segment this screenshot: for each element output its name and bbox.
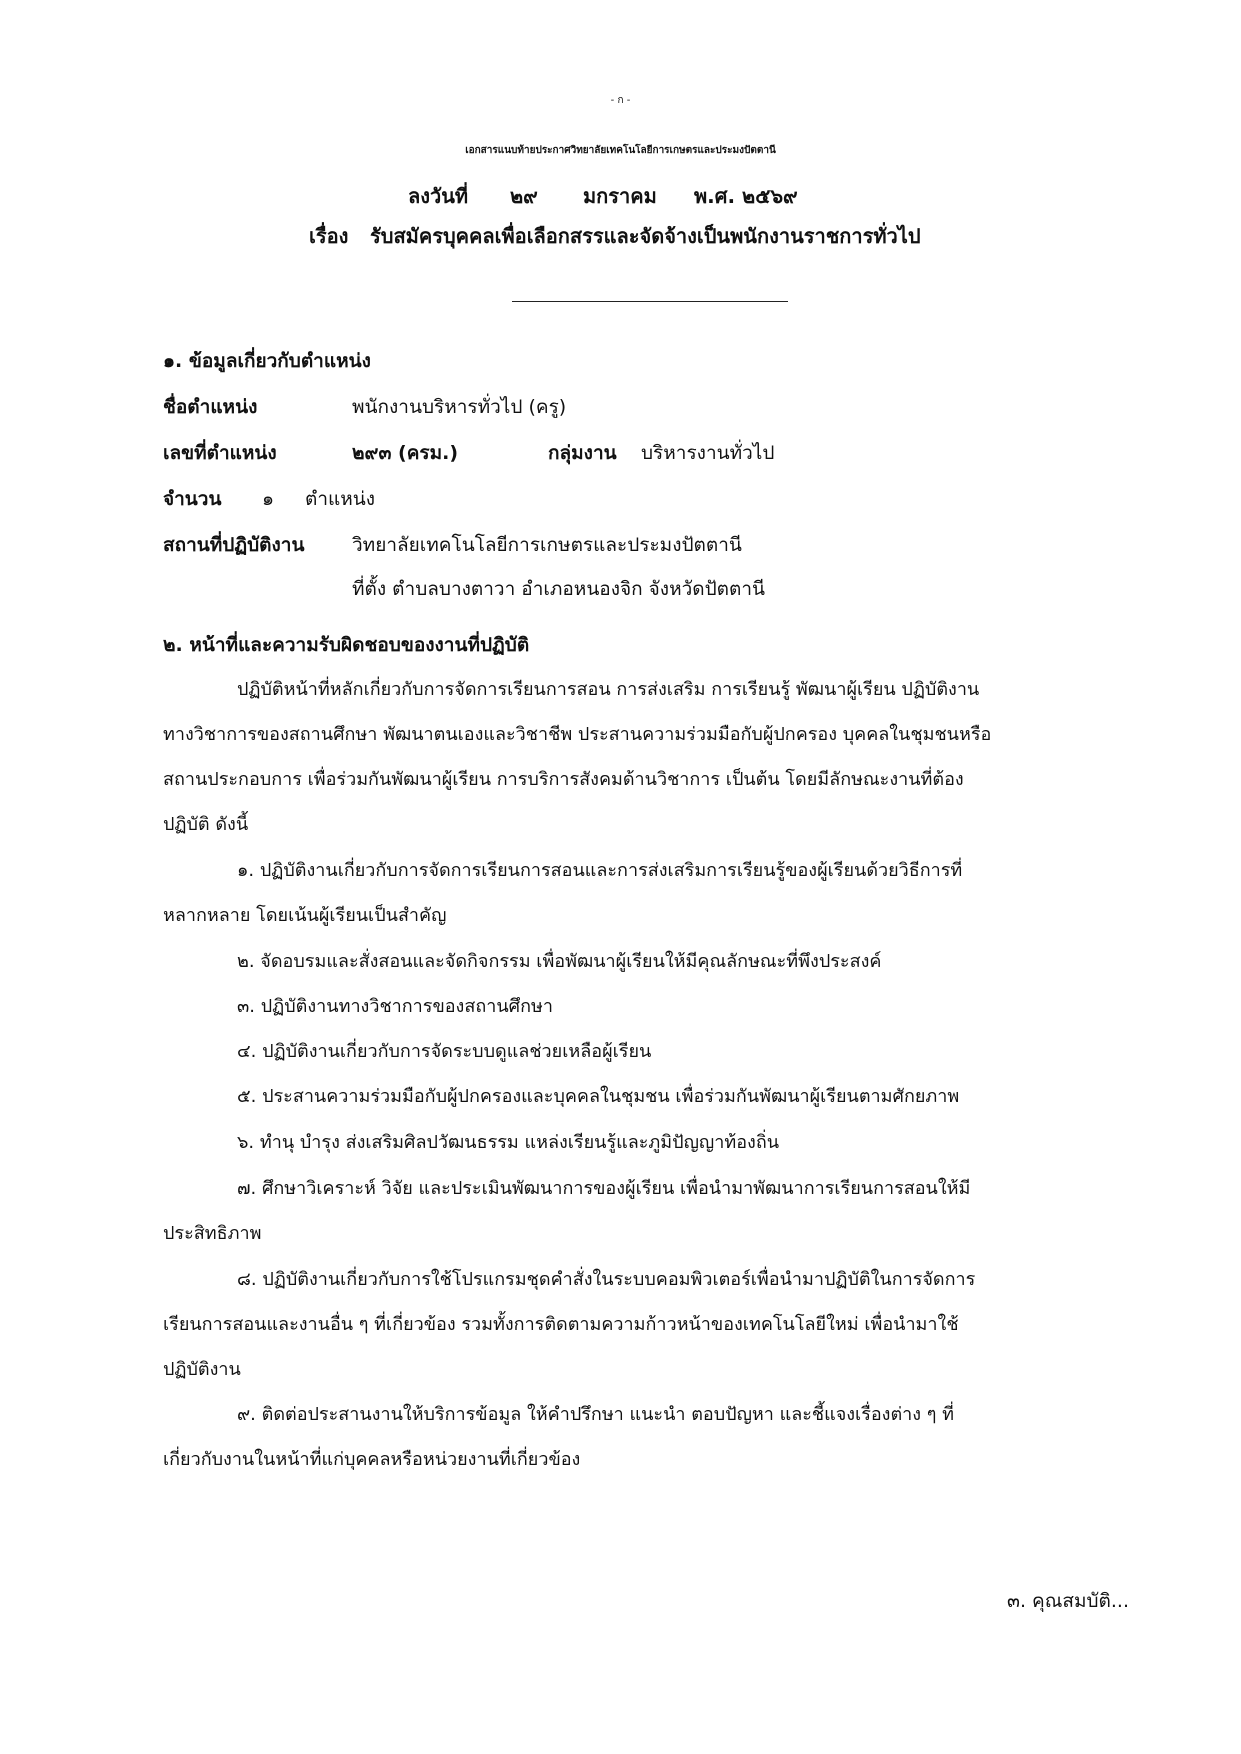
duty-item-6: ๖. ทำนุ บำรุง ส่งเสริมศิลปวัฒนธรรม แหล่งเรียนรู้และภูมิปัญญาท้องถิ่น: [237, 1132, 780, 1153]
duty-item-9-cont: เกี่ยวกับงานในหน้าที่แก่บุคคลหรือหน่วยงานที่เกี่ยวข้อง: [163, 1449, 581, 1470]
duty-item-1: ๑. ปฏิบัติงานเกี่ยวกับการจัดการเรียนการสอนและการส่งเสริมการเรียนรู้ของผู้เรียนด้วยวิธีการที่: [237, 860, 963, 881]
continuation-note: ๓. คุณสมบัติ...: [1006, 1590, 1129, 1612]
duty-item-9: ๙. ติดต่อประสานงานให้บริการข้อมูล ให้คำปรึกษา แนะนำ ตอบปัญหา และชี้แจงเรื่องต่าง ๆ ที่: [237, 1404, 955, 1425]
header-title: เอกสารแนบท้ายประกาศวิทยาลัยเทคโนโลยีการเกษตรและประมงปัตตานี: [465, 145, 776, 156]
duty-item-8-cont: เรียนการสอนและงานอื่น ๆ ที่เกี่ยวข้อง รวมทั้งการติดตามความก้าวหน้าของเทคโนโลยีใหม่ เพื่อนำมาใช้: [163, 1314, 959, 1335]
number-label: เลขที่ตำแหน่ง: [163, 442, 277, 464]
count-unit: ตำแหน่ง: [305, 488, 376, 510]
location-value: วิทยาลัยเทคโนโลยีการเกษตรและประมงปัตตานี: [352, 534, 742, 556]
subject-label: เรื่อง: [309, 224, 349, 248]
number-value: ๒๙๓ (ครม.): [352, 442, 459, 464]
intro-line: ปฏิบัติหน้าที่หลักเกี่ยวกับการจัดการเรียนการสอน การส่งเสริม การเรียนรู้ พัฒนาผู้เรียน ปฏิบัติงาน: [237, 679, 980, 700]
duty-item-8-cont: ปฏิบัติงาน: [163, 1359, 241, 1380]
duty-item-4: ๔. ปฏิบัติงานเกี่ยวกับการจัดระบบดูแลช่วยเหลือผู้เรียน: [237, 1041, 652, 1062]
subject-text: รับสมัครบุคคลเพื่อเลือกสรรและจัดจ้างเป็นพนักงานราชการทั่วไป: [370, 224, 921, 248]
address-value: ที่ตั้ง ตำบลบางตาวา อำเภอหนองจิก จังหวัดปัตตานี: [352, 578, 766, 600]
duty-item-7-cont: ประสิทธิภาพ: [163, 1223, 262, 1244]
duty-item-2: ๒. จัดอบรมและสั่งสอนและจัดกิจกรรม เพื่อพัฒนาผู้เรียนให้มีคุณลักษณะที่พึงประสงค์: [237, 951, 882, 972]
intro-line: ทางวิชาการของสถานศึกษา พัฒนาตนเองและวิชาชีพ ประสานความร่วมมือกับผู้ปกครอง บุคคลในชุมชนหรือ: [163, 724, 992, 745]
location-label: สถานที่ปฏิบัติงาน: [163, 534, 305, 556]
group-label: กลุ่มงาน: [548, 442, 617, 464]
date-label: ลงวันที่: [408, 184, 469, 208]
intro-line: ปฏิบัติ ดังนี้: [163, 814, 249, 835]
section1-heading: ๑. ข้อมูลเกี่ยวกับตำแหน่ง: [163, 350, 371, 372]
intro-line: สถานประกอบการ เพื่อร่วมกันพัฒนาผู้เรียน การบริการสังคมด้านวิชาการ เป็นต้น โดยมีลักษณะงานที่ต้อง: [163, 769, 964, 790]
count-label: จำนวน: [163, 488, 222, 510]
date-year: พ.ศ. ๒๕๖๙: [694, 184, 798, 208]
duty-item-8: ๘. ปฏิบัติงานเกี่ยวกับการใช้โปรแกรมชุดคำสั่งในระบบคอมพิวเตอร์เพื่อนำมาปฏิบัติในการจัดการ: [237, 1269, 976, 1290]
date-day: ๒๙: [510, 184, 538, 208]
duty-item-7: ๗. ศึกษาวิเคราะห์ วิจัย และประเมินพัฒนาการของผู้เรียน เพื่อนำมาพัฒนาการเรียนการสอนให้มี: [237, 1178, 971, 1199]
count-value: ๑: [262, 488, 275, 510]
duty-item-3: ๓. ปฏิบัติงานทางวิชาการของสถานศึกษา: [237, 996, 553, 1017]
header-divider: [512, 301, 788, 302]
page-number: - ก -: [610, 95, 631, 106]
position-label: ชื่อตำแหน่ง: [163, 396, 258, 418]
position-value: พนักงานบริหารทั่วไป (ครู): [352, 396, 567, 418]
section2-heading: ๒. หน้าที่และความรับผิดชอบของงานที่ปฏิบัติ: [163, 634, 530, 656]
duty-item-5: ๕. ประสานความร่วมมือกับผู้ปกครองและบุคคลในชุมชน เพื่อร่วมกันพัฒนาผู้เรียนตามศักยภาพ: [237, 1086, 960, 1107]
date-month: มกราคม: [583, 184, 657, 208]
group-value: บริหารงานทั่วไป: [641, 442, 775, 464]
duty-item-1-cont: หลากหลาย โดยเน้นผู้เรียนเป็นสำคัญ: [163, 905, 447, 926]
